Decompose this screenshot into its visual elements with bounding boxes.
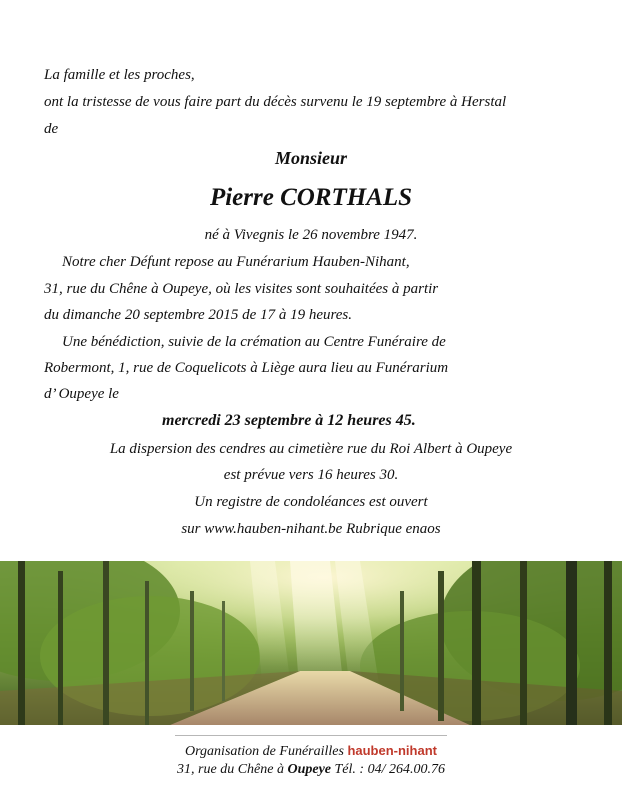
register-line-2: sur www.hauben-nihant.be Rubrique enaos [181, 521, 441, 537]
forest-photo-illustration [0, 561, 622, 725]
footer-phone-label: Tél. : [334, 762, 365, 777]
rest-line-2: 31, rue du Chêne à Oupeye, où les visites sont souhaitées à partir [44, 281, 439, 297]
register-line-1: Un registre de condoléances est ouvert [194, 494, 428, 510]
footer-address-line [0, 762, 622, 778]
brand-logo: hauben-nihant [347, 743, 437, 758]
intro-line-3: de [44, 121, 59, 137]
footer-divider [175, 735, 447, 736]
intro-line-1: La famille et les proches, [44, 67, 195, 83]
honorific: Monsieur [274, 148, 348, 168]
rest-line-1: Notre cher Défunt repose au Funérarium Hauben-Nihant, [62, 254, 410, 270]
ceremony-line-1: Une bénédiction, suivie de la crémation au Centre Funéraire de [62, 334, 446, 350]
footer-phone: 04/ 264.00.76 [367, 762, 445, 777]
dispersion-line-2: est prévue vers 16 heures 30. [223, 467, 399, 483]
ceremony-line-2: Robermont, 1, rue de Coquelicots à Liège aura lieu au Funérarium [44, 360, 449, 376]
ceremony-date: mercredi 23 septembre à 12 heures 45. [162, 412, 416, 429]
footer-organisation-line [0, 743, 622, 760]
footer-org-prefix: Organisation de Funérailles [185, 744, 344, 759]
rest-line-3: du dimanche 20 septembre 2015 de 17 à 19 heures. [44, 307, 352, 323]
deceased-name: Pierre CORTHALS [209, 184, 413, 211]
footer-address-prefix: 31, rue du Chêne à [177, 762, 284, 777]
intro-line-2: ont la tristesse de vous faire part du décès survenu le 19 septembre à Herstal [44, 94, 507, 110]
footer-address-town: Oupeye [287, 762, 332, 777]
ceremony-line-3: d’ Oupeye le [44, 386, 119, 402]
forest-road-light-photo [0, 561, 622, 725]
birth-line: né à Vivegnis le 26 novembre 1947. [204, 227, 418, 243]
dispersion-line-1: La dispersion des cendres au cimetière rue du Roi Albert à Oupeye [109, 441, 513, 457]
